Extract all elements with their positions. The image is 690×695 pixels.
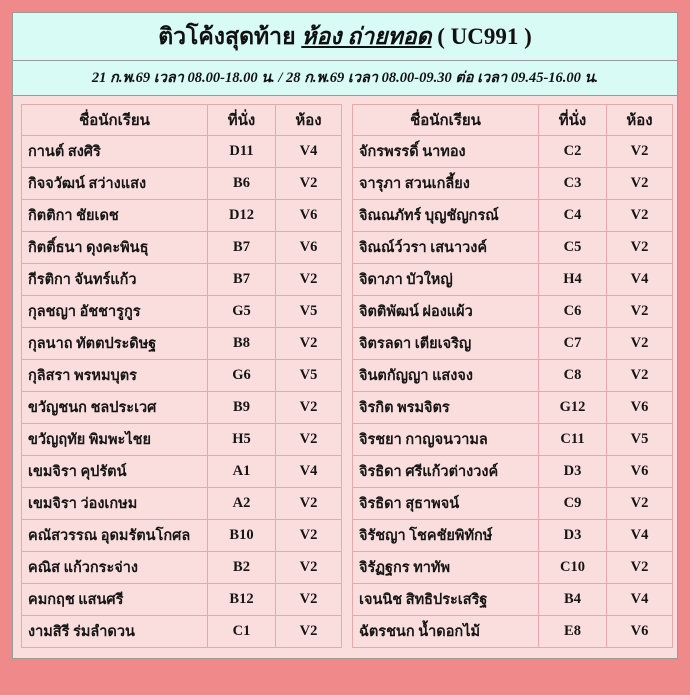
student-room: V4 [607, 263, 673, 295]
student-room: V6 [607, 391, 673, 423]
column-header-name: ชื่อนักเรียน [22, 104, 208, 135]
student-name: กิตติ์ธนา ดุงคะพินธุ [22, 231, 208, 263]
student-name: เขมจิรา ว่องเกษม [22, 487, 208, 519]
student-name: จิณณ์ว์วรา เสนาวงค์ [353, 231, 539, 263]
student-name: จารุภา สวนเกลี้ยง [353, 167, 539, 199]
table-row [353, 199, 673, 231]
student-seat: A2 [208, 487, 276, 519]
student-room: V2 [276, 551, 342, 583]
student-name: จิรธิดา ศรีแก้วต่างวงค์ [353, 455, 539, 487]
student-room: V6 [607, 455, 673, 487]
table-row [22, 135, 342, 167]
student-seat: C4 [539, 199, 607, 231]
schedule-sheet [12, 12, 678, 659]
table-row [353, 423, 673, 455]
table-row [353, 615, 673, 647]
student-seat: C3 [539, 167, 607, 199]
student-name: คณิส แก้วกระจ่าง [22, 551, 208, 583]
table-row [22, 295, 342, 327]
page-title [19, 23, 671, 52]
student-name: จิณณภัทร์ บุญชัญกรณ์ [353, 199, 539, 231]
student-seat: D12 [208, 199, 276, 231]
subtitle-banner [13, 61, 677, 96]
student-name: กานต์ สงศิริ [22, 135, 208, 167]
student-room: V2 [607, 231, 673, 263]
student-room: V2 [276, 263, 342, 295]
student-seat: B2 [208, 551, 276, 583]
table-row [353, 263, 673, 295]
table-row [22, 487, 342, 519]
student-room: V5 [276, 295, 342, 327]
student-name: จิรัชญา โชคชัยพิทักษ์ [353, 519, 539, 551]
student-name: งามสิรี ร่มลำดวน [22, 615, 208, 647]
table-row [22, 551, 342, 583]
student-seat: C1 [208, 615, 276, 647]
student-room: V5 [276, 359, 342, 391]
table-row [22, 167, 342, 199]
title-suffix: ( UC991 ) [431, 24, 532, 49]
column-header-room: ห้อง [276, 104, 342, 135]
student-seat: H4 [539, 263, 607, 295]
student-name: กิจจวัฒน์ สว่างแสง [22, 167, 208, 199]
student-name: จิดาภา บัวใหญ่ [353, 263, 539, 295]
student-room: V2 [276, 583, 342, 615]
student-name: กุลนาถ ทัตตประดิษฐ [22, 327, 208, 359]
student-room: V2 [276, 167, 342, 199]
student-seat: B10 [208, 519, 276, 551]
student-room: V2 [276, 519, 342, 551]
student-seat: C5 [539, 231, 607, 263]
student-room: V2 [607, 135, 673, 167]
table-row [353, 135, 673, 167]
student-seat: B12 [208, 583, 276, 615]
student-room: V2 [607, 199, 673, 231]
student-room: V4 [607, 519, 673, 551]
student-name: ฉัตรชนก น้ำดอกไม้ [353, 615, 539, 647]
student-room: V2 [276, 327, 342, 359]
student-room: V2 [607, 359, 673, 391]
table-row [353, 583, 673, 615]
table-header-row [22, 104, 342, 135]
student-room: V6 [276, 231, 342, 263]
student-name: จักรพรรดิ์ นาทอง [353, 135, 539, 167]
table-row [22, 583, 342, 615]
student-room: V6 [276, 199, 342, 231]
student-room: V4 [276, 455, 342, 487]
student-seat: C2 [539, 135, 607, 167]
title-prefix: ติวโค้งสุดท้าย [158, 24, 302, 49]
student-seat: D11 [208, 135, 276, 167]
student-room: V2 [276, 391, 342, 423]
column-header-name: ชื่อนักเรียน [353, 104, 539, 135]
student-name: จิรชยา กาญจนวามล [353, 423, 539, 455]
table-row [22, 263, 342, 295]
column-header-seat: ที่นั่ง [539, 104, 607, 135]
table-row [353, 551, 673, 583]
title-emphasis: ห้อง ถ่ายทอด [301, 24, 432, 49]
student-name: กิตติกา ชัยเดช [22, 199, 208, 231]
table-row [353, 167, 673, 199]
student-seat: G5 [208, 295, 276, 327]
student-seat: D3 [539, 455, 607, 487]
table-row [22, 519, 342, 551]
table-row [22, 455, 342, 487]
student-room: V2 [607, 551, 673, 583]
student-room: V4 [276, 135, 342, 167]
student-seat: G12 [539, 391, 607, 423]
table-row [22, 359, 342, 391]
column-header-seat: ที่นั่ง [208, 104, 276, 135]
student-name: จิตรลดา เตียเจริญ [353, 327, 539, 359]
student-name: จิรธิดา สุธาพจน์ [353, 487, 539, 519]
table-header-row [353, 104, 673, 135]
student-name: ขวัญชนก ชลประเวศ [22, 391, 208, 423]
table-row [22, 615, 342, 647]
table-row [353, 391, 673, 423]
student-seat: B6 [208, 167, 276, 199]
student-seat: B7 [208, 231, 276, 263]
student-seat: A1 [208, 455, 276, 487]
student-name: กีรติกา จันทร์แก้ว [22, 263, 208, 295]
student-seat: D3 [539, 519, 607, 551]
table-row [353, 519, 673, 551]
student-room: V2 [276, 615, 342, 647]
student-room: V2 [607, 167, 673, 199]
student-room: V5 [607, 423, 673, 455]
table-row [22, 391, 342, 423]
student-seat: C10 [539, 551, 607, 583]
roster-table-right [352, 104, 673, 648]
table-row [353, 295, 673, 327]
student-room: V4 [607, 583, 673, 615]
roster-table-left [21, 104, 342, 648]
table-row [22, 231, 342, 263]
student-room: V2 [607, 327, 673, 359]
student-room: V2 [607, 487, 673, 519]
student-seat: B7 [208, 263, 276, 295]
table-row [353, 455, 673, 487]
student-name: กุลิสรา พรหมบุตร [22, 359, 208, 391]
student-name: ขวัญฤทัย พิมพะไชย [22, 423, 208, 455]
student-room: V2 [607, 295, 673, 327]
student-seat: H5 [208, 423, 276, 455]
student-name: คณัสวรรณ อุดมรัตนโกศล [22, 519, 208, 551]
student-seat: E8 [539, 615, 607, 647]
student-name: จิรกิต พรมจิตร [353, 391, 539, 423]
schedule-subtitle: 21 ก.พ.69 เวลา 08.00-18.00 น. / 28 ก.พ.69 เวลา 08.00-09.30 ต่อ เวลา 09.45-16.00 น. [91, 69, 599, 86]
roster-tables [13, 96, 677, 658]
student-room: V2 [276, 487, 342, 519]
student-room: V6 [607, 615, 673, 647]
student-name: คมกฤช แสนศรี [22, 583, 208, 615]
student-seat: B8 [208, 327, 276, 359]
table-row [22, 199, 342, 231]
student-seat: C8 [539, 359, 607, 391]
student-seat: C6 [539, 295, 607, 327]
student-name: กุลชญา อัชชารูกูร [22, 295, 208, 327]
student-seat: B9 [208, 391, 276, 423]
table-row [353, 487, 673, 519]
table-row [22, 423, 342, 455]
column-header-room: ห้อง [607, 104, 673, 135]
student-name: เจนนิช สิทธิประเสริฐ [353, 583, 539, 615]
student-name: เขมจิรา คุปรัตน์ [22, 455, 208, 487]
title-banner [13, 13, 677, 61]
student-name: จินตกัญญา แสงจง [353, 359, 539, 391]
table-row [353, 359, 673, 391]
table-row [22, 327, 342, 359]
student-seat: C7 [539, 327, 607, 359]
student-seat: B4 [539, 583, 607, 615]
student-name: จิตติพัฒน์ ผ่องแผ้ว [353, 295, 539, 327]
student-seat: C11 [539, 423, 607, 455]
student-seat: G6 [208, 359, 276, 391]
student-room: V2 [276, 423, 342, 455]
table-row [353, 231, 673, 263]
table-row [353, 327, 673, 359]
student-seat: C9 [539, 487, 607, 519]
student-name: จิรัฏฐกร ทาทัพ [353, 551, 539, 583]
